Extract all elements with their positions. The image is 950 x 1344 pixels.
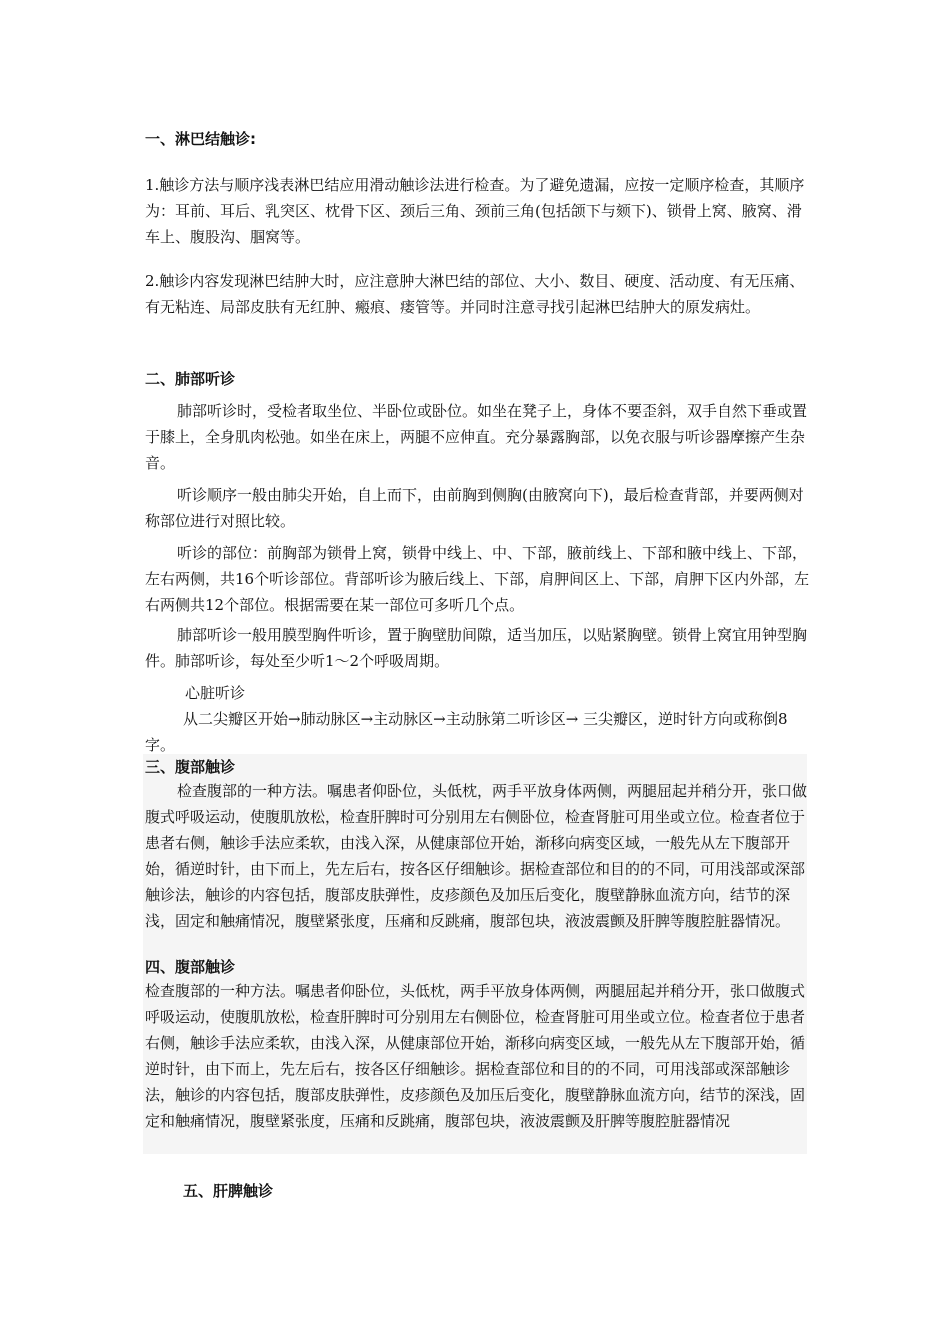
section-2-title: 二、肺部听诊	[145, 370, 236, 388]
heart-auscultation-title: 心脏听诊	[185, 684, 246, 702]
section-4-paragraph: 检查腹部的一种方法。嘱患者仰卧位，头低枕，两手平放身体两侧，两腿屈起并稍分开，张口做腹式呼吸运动，使腹肌放松，检查肝脾时可分别用左右侧卧位，检查肾脏可用坐或立位。检查者位于患者右侧，触诊手法应柔软，由浅入深，从健康部位开始，渐移向病变区域，一般先从左下腹部开始，循逆时针，由下而上，先左后右，按各区仔细触诊。据检查部位和目的的不同，可用浅部或深部触诊法，触诊的内容包括，腹部皮肤弹性，皮疹颜色及加压后变化，腹壁静脉血流方向，结节的深浅，固定和触痛情况，腹壁紧张度，压痛和反跳痛，腹部包块，液波震颤及肝脾等腹腔脏器情况	[145, 982, 806, 1130]
section-2-paragraph-2: 听诊顺序一般由肺尖开始，自上而下，由前胸到侧胸(由腋窝向下)，最后检查背部，并要两侧对称部位进行对照比较。	[145, 486, 804, 530]
section-5-title: 五、肝脾触诊	[183, 1182, 274, 1200]
section-4-title: 四、腹部触诊	[145, 958, 236, 976]
section-3-paragraph: 检查腹部的一种方法。嘱患者仰卧位，头低枕，两手平放身体两侧，两腿屈起并稍分开，张口做腹式呼吸运动，使腹肌放松，检查肝脾时可分别用左右侧卧位，检查肾脏可用坐或立位。检查者位于患者右侧，触诊手法应柔软，由浅入深，从健康部位开始，渐移向病变区域，一般先从左下腹部开始，循逆时针，由下而上，先左后右，按各区仔细触诊。据检查部位和目的的不同，可用浅部或深部触诊法，触诊的内容包括，腹部皮肤弹性，皮疹颜色及加压后变化，腹壁静脉血流方向，结节的深浅，固定和触痛情况，腹壁紧张度，压痛和反跳痛，腹部包块，液波震颤及肝脾等腹腔脏器情况。	[145, 782, 808, 930]
section-1-paragraph-2: 2.触诊内容发现淋巴结肿大时，应注意肿大淋巴结的部位、大小、数目、硬度、活动度、有无压痛、有无粘连、局部皮肤有无红肿、瘢痕、瘘管等。并同时注意寻找引起淋巴结肿大的原发病灶。	[145, 272, 805, 316]
section-1-title: 一、淋巴结触诊:	[145, 130, 256, 148]
heart-auscultation-paragraph: 从二尖瓣区开始→肺动脉区→主动脉区→主动脉第二听诊区→ 三尖瓣区，逆时针方向或称倒8字。	[145, 710, 788, 754]
section-2-paragraph-3: 听诊的部位：前胸部为锁骨上窝，锁骨中线上、中、下部，腋前线上、下部和腋中线上、下部，左右两侧，共16个听诊部位。背部听诊为腋后线上、下部，肩胛间区上、下部，肩胛下区内外部，左右两侧共12个部位。根据需要在某一部位可多听几个点。	[145, 544, 810, 614]
section-2-paragraph-4: 肺部听诊一般用膜型胸件听诊，置于胸壁肋间隙，适当加压，以贴紧胸壁。锁骨上窝宜用钟型胸件。肺部听诊，每处至少听1～2个呼吸周期。	[145, 626, 808, 670]
section-3-title: 三、腹部触诊	[145, 758, 236, 776]
section-2-paragraph-1: 肺部听诊时，受检者取坐位、半卧位或卧位。如坐在凳子上，身体不要歪斜，双手自然下垂或置于膝上，全身肌肉松弛。如坐在床上，两腿不应伸直。充分暴露胸部，以免衣服与听诊器摩擦产生杂音。	[145, 402, 808, 472]
section-1-paragraph-1: 1.触诊方法与顺序浅表淋巴结应用滑动触诊法进行检查。为了避免遗漏，应按一定顺序检查，其顺序为：耳前、耳后、乳突区、枕骨下区、颈后三角、颈前三角(包括颌下与颏下)、锁骨上窝、腋窝、滑车上、腹股沟、腘窝等。	[145, 176, 805, 246]
